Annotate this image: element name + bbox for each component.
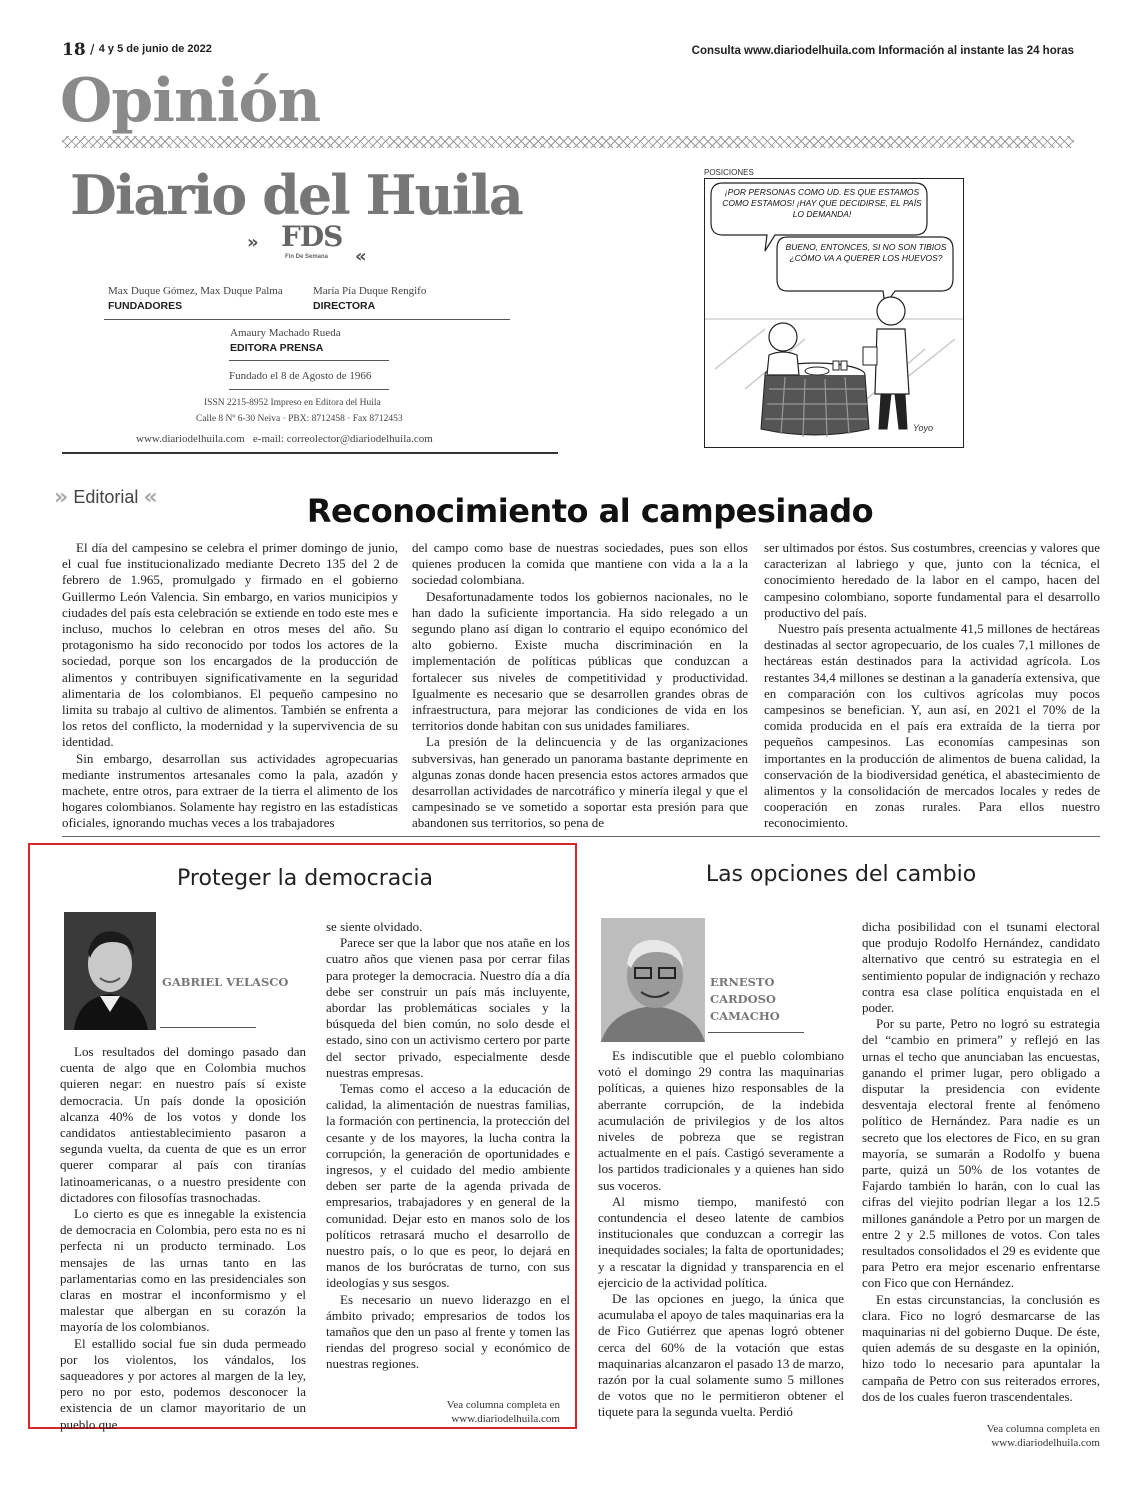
cartoon-bubble-2: BUENO, ENTONCES, SI NO SON TIBIOS ¿CÓMO VA A QUERER LOS HUEVOS?: [785, 242, 947, 263]
avatar: [601, 918, 705, 1042]
editorial-column-1: [62, 540, 398, 832]
column-left-col-2: [326, 919, 570, 1373]
fds-logo-text: FDS: [281, 220, 343, 253]
double-chevron-left-icon: «: [143, 485, 158, 510]
column-paragraph: Por su parte, Petro no logró su estrategia del “cambio en primera” y reflejó en las urnas el techo que anunciaban las encuestas, ganando el primer lugar, pero obligado a disputar la presidencia con evidente desventaja electoral frente al fenómeno político de Hernández. Para nadie es un secreto que los electores de Fico, en su gran mayoría, se sumarán a Rodolfo y buena parte, quizá un 50% de los votantes de Fajardo también lo harán, con lo cual las cifras del viejito podrían llegar a los 12.5 millones ganándole a Petro por un margen de entre 2 y 2.5 millones de votos. Con tales resultados consolidados el 29 es evidente que para Petro era mejor escenario enfrentarse con Fico que con Hernández.: [862, 1016, 1100, 1291]
editorial-title: Reconocimiento al campesinado: [306, 492, 874, 530]
address-line: Calle 8 Nº 6-30 Neiva · PBX: 8712458 · Fax 8712453: [196, 414, 403, 424]
editorial-label-text: Editorial: [73, 487, 139, 507]
editor-name: Amaury Machado Rueda: [230, 327, 341, 339]
issn-line: ISSN 2215-8952 Impreso en Editora del Huila: [204, 398, 381, 408]
editorial-paragraph: del campo como base de nuestras sociedades, pues son ellos quienes producen la comida que mantiene con vida a la a la sociedad colombiana.: [412, 540, 748, 588]
cartoon-label: POSICIONES: [704, 168, 754, 177]
column-paragraph: Temas como el acceso a la educación de calidad, la alimentación de nuestras familias, la formación con pertinencia, la protección del cesante y de los mayores, la lucha contra la corrupción, la generación de oportunidades e ingresos, y el cuidado del medio ambiente deben ser parte de la agenda privada de empresarios, trabajadores y en general de la comunidad. Dejar esto en manos solo de los políticos retrasará mucho el desarrollo de nuestro país, o lo que es peor, lo dejará en manos de los burócratas de turno, con sus ideologías y sus sesgos.: [326, 1081, 570, 1291]
cartoon-signature: Yoyo: [913, 423, 934, 433]
editor-role: EDITORA PRENSA: [230, 342, 324, 354]
author-rule: [160, 1027, 256, 1028]
editorial-paragraph: Sin embargo, desarrollan sus actividades agropecuarias mediante instrumentos artesanales como la pala, azadón y machete, entre otros, para extraer de la tierra el alimento de los hogares colombianos. Solamente hay registro en las estadísticas oficiales, ignorando muchas veces a los trabajadores: [62, 750, 398, 831]
masthead-rule-1: [104, 319, 510, 320]
column-right-col-2: [862, 919, 1100, 1405]
column-right-footer: Vea columna completa en www.diariodelhuila.com: [986, 1423, 1100, 1449]
column-paragraph: Los resultados del domingo pasado dan cuenta de algo que en Colombia muchos quieren negar: en nuestro país sí existe democracia. Un país donde la oposición alcanza 40% de los votos y donde los candidatos antiestablecimiento pasaron a segunda vuelta, da cuenta de que es un error querer comparar al país con tiranías latinoamericanas, o a nuestro presidente con dictadores con filosofías trasnochadas.: [60, 1044, 306, 1205]
decorative-band: [62, 136, 1074, 148]
editorial-column-3: [764, 540, 1100, 832]
founders-role: FUNDADORES: [108, 300, 183, 312]
editorial-paragraph: La presión de la delincuencia y de las organizaciones subversivas, han generado un panorama bastante deprimente en algunas zonas donde hacen presencia estos actores armados que desarrollan actividades de narcotráfico y minería ilegal y que el campesinado se ve sometido a soportar esta presión para que abandonen sus territorios, so pena de: [412, 734, 748, 831]
editorial-column-2: [412, 540, 748, 832]
column-paragraph: El estallido social fue sin duda permeado por los violentos, los vándalos, los saqueadores y por actores al margen de la ley, pero no por esto, podemos desconocer la existencia de un clamor mayoritario de un pueblo que: [60, 1335, 306, 1432]
cartoon-bubble-1: ¡POR PERSONAS COMO UD. ES QUE ESTAMOS COMO ESTAMOS! ¡HAY QUE DECIDIRSE, EL PAÍS LO DEMANDA!: [722, 187, 922, 219]
masthead-bottom-rule: [62, 452, 558, 454]
founders-block: [108, 285, 283, 312]
column-left-author: GABRIEL VELASCO: [162, 975, 289, 989]
column-right-col-1: [598, 1048, 844, 1421]
chevron-left-icon: «: [355, 246, 367, 267]
chevron-right-icon: »: [247, 232, 259, 253]
author-photo-cardoso: [601, 918, 705, 1042]
cartoon: [704, 178, 964, 448]
column-paragraph: dicha posibilidad con el tsunami electoral que produjo Rodolfo Hernández, candidato alternativo que centró su estrategia en el sentimiento popular de indignación y rechazo contra esa clase política enquistada en el poder.: [862, 919, 1100, 1016]
column-paragraph: De las opciones en juego, la única que acumulaba el apoyo de tales maquinarias era la de Fico Gutiérrez que apenas logró obtener cerca del 60% de la votación que estas maquinarias alcanzaron el pasado 13 de marzo, razón por la cual solamente sumo 5 millones de votos que no le permitieron obtener el tiquete para la segunda vuelta. Perdió: [598, 1291, 844, 1420]
editorial-paragraph: Nuestro país presenta actualmente 41,5 millones de hectáreas destinadas al sector agropecuario, de los cuales 7,1 millones de hectáreas están destinados para la actividad agrícola. Los restantes 34,4 millones se destinan a la ganadería extensiva, que en comparación con los cultivos agrícolas muy pocos campesinos se benefician. Y, aun así, en 2021 el 70% de la comida producida en el país era extraída de la tierra por pequeños campesinos. Las economías campesinas son importantes en la producción de alimentos de buena calidad, la conservación de la biodiversidad genética, el abastecimiento de alimentos y la consolidación de mercados locales y redes de cooperación en zonas rurales. Para ellos nuestro reconocimiento.: [764, 621, 1100, 831]
column-left-col-1: [60, 1044, 306, 1433]
masthead-title: Diario del Huila: [70, 163, 522, 227]
fds-logo-sub: Fin De Semana: [285, 254, 329, 260]
founded-date: Fundado el 8 de Agosto de 1966: [229, 370, 372, 382]
editorial-paragraph: Desafortunadamente todos los gobiernos nacionales, no le han dado la suficiente importancia. Ha sido relegado a un segundo plano así digan lo contrario el equipo económico del alto gobierno. Existe mucha discriminación en la implementación de políticas públicas que conduzcan a fortalecer sus niveles de competitividad y productividad. Igualmente es necesario que se desarrollen grandes obras de infraestructura, para mejorar las condiciones de vida en los territorios donde habitan con sus unidades familiares.: [412, 588, 748, 734]
avatar: [64, 912, 156, 1030]
column-paragraph: Es indiscutible que el pueblo colombiano votó el domingo 29 contra las maquinarias políticas, a quienes hizo responsables de la aberrante corrupción, de la indebida acumulación de privilegios y de los altos niveles de pobreza que se registran actualmente en el país. Castigó severamente a los partidos tradicionales y a quienes han sido sus voceros.: [598, 1048, 844, 1193]
editorial-label: [54, 484, 158, 508]
page-date: 4 y 5 de junio de 2022: [98, 43, 212, 55]
double-chevron-right-icon: »: [54, 485, 69, 510]
editorial-paragraph: ser ultimados por éstos. Sus costumbres, creencias y valores que caracterizan al labriego y que, junto con la técnica, el conocimiento heredado de la labor en el campo, hacen del campesino colombiano, soporte fundamental para el desarrollo productivo del país.: [764, 540, 1100, 620]
column-right-title: Las opciones del cambio: [705, 862, 977, 887]
author-rule: [708, 1032, 804, 1033]
masthead-rule-2: [229, 360, 389, 361]
column-paragraph: se siente olvidado.: [326, 919, 423, 934]
column-left-title: Proteger la democracia: [177, 866, 433, 891]
director-role: DIRECTORA: [313, 300, 376, 312]
section-divider: [62, 836, 1100, 837]
page-header: 18 / 4 y 5 de junio de 2022 Consulta www.diariodelhuila.com Información al instante las 24 horas: [62, 40, 1074, 60]
column-paragraph: Parece ser que la labor que nos atañe en los cuatro años que vienen pasa por cerrar filas para proteger la democracia. Nuestro día a día debe ser construir un país más incluyente, abordar las problemáticas sociales y la búsqueda del bien común, no solo desde el estado, sino con un activismo certero por parte del sector privado, especialmente desde nuestras empresas.: [326, 935, 570, 1080]
editor-block: [230, 327, 341, 354]
masthead-rule-3: [229, 389, 389, 390]
director-block: [313, 285, 426, 312]
web-email-line: www.diariodelhuila.com e-mail: correolector@diariodelhuila.com: [136, 433, 433, 445]
column-paragraph: Lo cierto es que es innegable la existencia de democracia en Colombia, pero esta no es ni perfecta ni un producto terminado. Los mensajes de las urnas tanto en las parlamentarias como en las presidenciales son claras en mostrar el inconformismo y el malestar que albergan en su corazón la mayoría de los colombianos.: [60, 1206, 306, 1335]
page-number: 18: [62, 40, 86, 60]
page-tagline: Consulta www.diariodelhuila.com Información al instante las 24 horas: [691, 45, 1074, 57]
author-photo-velasco: [64, 912, 156, 1030]
fds-logo: [247, 218, 382, 268]
column-left-footer: Vea columna completa en www.diariodelhuila.com: [446, 1399, 560, 1425]
column-paragraph: Al mismo tiempo, manifestó con contundencia el deseo latente de cambios institucionales que conduzcan a corregir las inequidades sociales; la falta de oportunidades; y a rescatar la dignidad y transparencia en el ejercicio de la actividad política.: [598, 1193, 844, 1290]
editorial-paragraph: El día del campesino se celebra el primer domingo de junio, el cual fue institucionalizado mediante Decreto 135 del 2 de febrero de 1.965, promulgado y firmado en el gobierno Guillermo León Valencia. Sin embargo, en varios municipios y ciudades del país esta celebración se extiende en todo este mes e incluso, muchos lo celebran en otros meses del año. Su protagonismo ha sido reconocido por todos los actores de la sociedad, porque son los encargados de la producción de alimentos y contribuyen significativamente en la seguridad alimentaria de los colombianos. El pequeño campesino no limita su trabajo al cultivo de alimentos. También se enfrenta a los retos del conflicto, la modernidad y la supervivencia de su identidad.: [62, 540, 398, 750]
director-name: María Pía Duque Rengifo: [313, 285, 427, 297]
column-paragraph: En estas circunstancias, la conclusión es clara. Fico no logró desmarcarse de las maquinarias ni del gobierno Duque. De éste, quien además de su desgaste en la opinión, hizo todo lo necesario para apuntalar la campaña de Petro con sus reiterados errores, dos de los cuales fueron trascendentales.: [862, 1291, 1100, 1404]
section-title: Opinión: [60, 66, 321, 136]
column-paragraph: Es necesario un nuevo liderazgo en el ámbito privado; empresarios de todos los tamaños que den un paso al frente y tomen las riendas del progreso social y económico de nuestras regiones.: [326, 1291, 570, 1372]
column-right-author: ERNESTO CARDOSO CAMACHO: [710, 975, 780, 1023]
founders-names: Max Duque Gómez, Max Duque Palma: [108, 285, 283, 297]
